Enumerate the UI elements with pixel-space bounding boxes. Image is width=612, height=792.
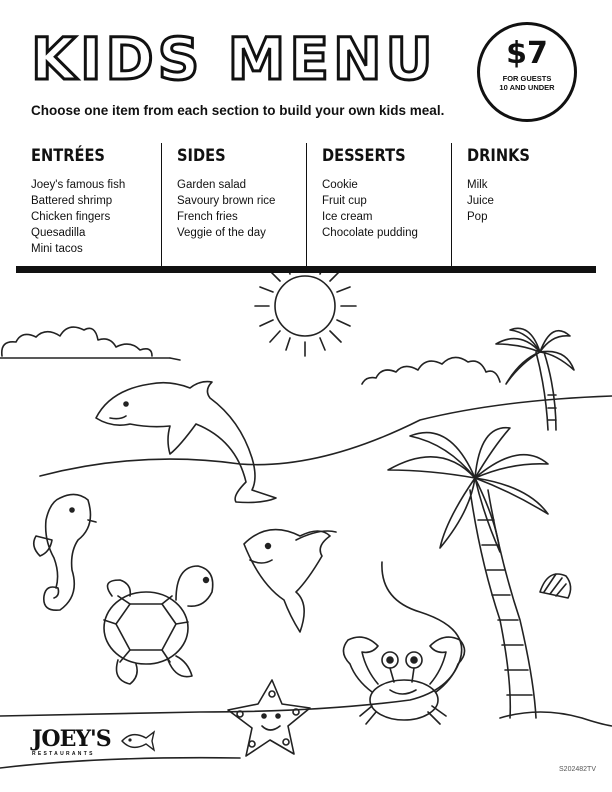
menu-item: Veggie of the day (177, 227, 266, 239)
sun-icon (255, 273, 356, 356)
section-heading: DRINKS (467, 146, 530, 166)
fish-icon (118, 728, 158, 754)
section-heading: ENTRÉES (31, 146, 105, 166)
starfish-icon (228, 680, 310, 756)
section-entrees (31, 146, 171, 257)
brand-logo (32, 728, 111, 757)
turtle-icon (104, 566, 213, 684)
dolphin-icon (96, 382, 276, 503)
section-desserts (322, 146, 462, 241)
fish-icon (244, 530, 336, 632)
column-divider (161, 143, 162, 268)
menu-item: Fruit cup (322, 195, 367, 207)
menu-item: French fries (177, 211, 238, 223)
section-heading: SIDES (177, 146, 226, 166)
section-bar (16, 266, 596, 273)
coloring-scene (0, 273, 612, 792)
tagline: Choose one item from each section to build your own kids meal. (31, 103, 445, 118)
column-divider (451, 143, 452, 268)
price-note-line-2: 10 AND UNDER (499, 83, 555, 93)
price-badge (477, 22, 577, 122)
price-amount: $7 (506, 36, 548, 71)
menu-item: Chocolate pudding (322, 227, 418, 239)
menu-title: KIDS MENU (31, 25, 437, 93)
menu-item: Battered shrimp (31, 195, 113, 207)
menu-item: Joey's famous fish (31, 179, 126, 191)
section-heading: DESSERTS (322, 146, 406, 166)
menu-item: Ice cream (322, 211, 373, 223)
sand-path (0, 562, 462, 716)
footer-code: S202482TV (559, 766, 596, 773)
seahorse-icon (34, 494, 96, 610)
menu-item: Mini tacos (31, 243, 83, 255)
logo-brand: JOEY'S (32, 726, 111, 752)
menu-item: Cookie (322, 179, 358, 191)
price-note (480, 74, 574, 93)
cloud-icon (0, 327, 500, 384)
menu-item: Savoury brown rice (177, 195, 276, 207)
menu-item: Garden salad (177, 179, 247, 191)
section-sides (177, 146, 317, 241)
palm-tree-icon (388, 428, 548, 718)
palm-tree-icon (496, 328, 574, 430)
column-divider (306, 143, 307, 268)
menu-item: Chicken fingers (31, 211, 111, 223)
menu-item: Juice (467, 195, 494, 207)
section-drinks (467, 146, 607, 225)
logo-subtitle: RESTAURANTS (32, 751, 95, 757)
menu-item: Milk (467, 179, 488, 191)
menu-item: Quesadilla (31, 227, 86, 239)
island-mound (500, 712, 612, 726)
shell-icon (540, 574, 571, 598)
menu-item: Pop (467, 211, 488, 223)
price-note-line-1: FOR GUESTS (502, 74, 552, 83)
